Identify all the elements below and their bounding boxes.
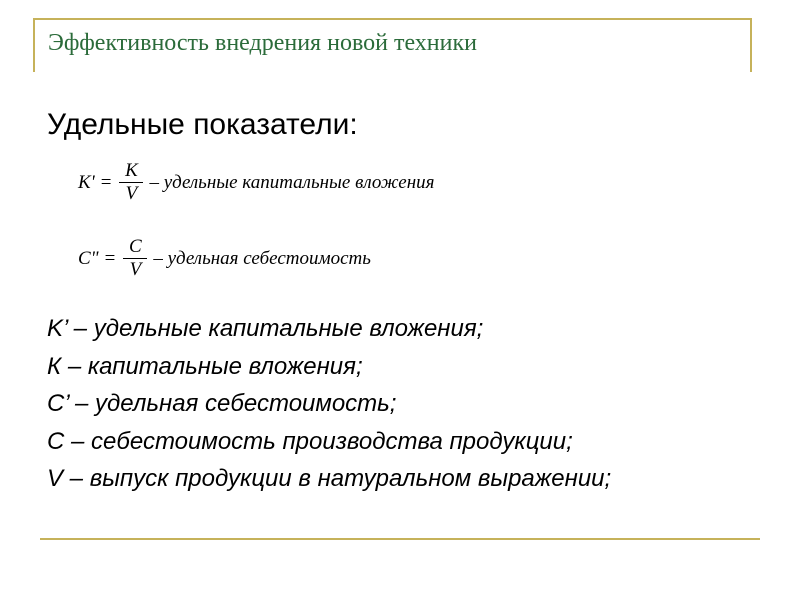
definition-item: K’ – удельные капитальные вложения; xyxy=(47,315,484,342)
slide-subtitle: Удельные показатели: xyxy=(47,108,358,141)
formula-fraction xyxy=(119,160,143,205)
definition-item: С’ – удельная себестоимость; xyxy=(47,390,397,417)
slide-title: Эффективность внедрения новой техники xyxy=(48,30,477,56)
formula-description: – удельные капитальные вложения xyxy=(149,171,435,193)
definition-item: К – капитальные вложения; xyxy=(47,352,363,380)
formula-fraction xyxy=(123,236,147,281)
title-frame-right-rule xyxy=(750,18,752,72)
formula-lhs: C" xyxy=(78,247,99,269)
formula-numerator: C xyxy=(129,236,142,257)
definitions-list xyxy=(47,310,611,498)
bottom-rule xyxy=(40,538,760,540)
title-frame-top-rule xyxy=(33,18,752,20)
definition-item: С – себестоимость производства продукции; xyxy=(47,427,573,455)
formula-description: – удельная себестоимость xyxy=(153,247,371,269)
formula-lhs: K' xyxy=(78,171,95,193)
formula-denominator: V xyxy=(129,259,142,280)
title-frame-left-rule xyxy=(33,18,35,72)
formula-specific-capital-investment xyxy=(78,160,435,205)
formula-specific-cost xyxy=(78,236,371,281)
formula-denominator: V xyxy=(125,183,138,204)
formula-equals: = xyxy=(104,247,116,269)
formula-numerator: K xyxy=(125,160,138,181)
definition-item: V – выпуск продукции в натуральном выражении; xyxy=(47,465,612,492)
formula-equals: = xyxy=(100,171,112,193)
